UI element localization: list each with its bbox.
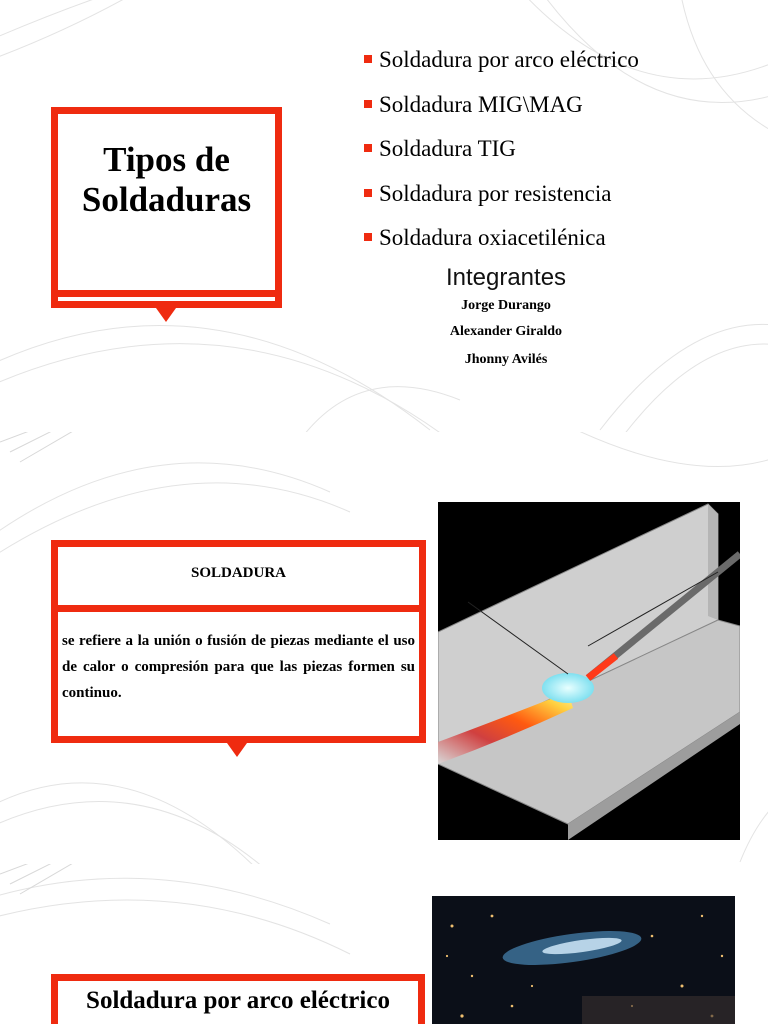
bullet-square-icon: [364, 55, 372, 63]
integrantes-heading: Integrantes: [445, 264, 567, 291]
title-card-inner: [58, 114, 275, 297]
definition-card-header: [58, 547, 419, 612]
member-name: Jhonny Avilés: [464, 352, 548, 367]
bullet-square-icon: [364, 144, 372, 152]
list-item: Soldadura por resistencia: [364, 180, 639, 225]
slide-arco-electrico: [0, 864, 768, 1024]
list-item: Soldadura TIG: [364, 135, 639, 180]
definition-card: [51, 540, 426, 743]
slide-tipos-de-soldaduras: [0, 0, 768, 432]
member-name: Alexander Giraldo: [449, 324, 563, 339]
welding-types-list: [364, 46, 639, 269]
bullet-square-icon: [364, 189, 372, 197]
slide-title: Tipos de Soldaduras: [81, 140, 252, 219]
title-card: [51, 107, 282, 308]
list-item: Soldadura por arco eléctrico: [364, 46, 639, 91]
definition-card-pointer: [227, 743, 247, 757]
definition-text: se refiere a la unión o fusión de piezas mediante el uso de calor o compresión para que las piezas formen su continuo.: [62, 633, 415, 701]
arc-welding-sparks-photo: [432, 896, 735, 1024]
slide-soldadura-definition: [0, 432, 768, 864]
title-card-pointer: [156, 308, 176, 322]
bullet-square-icon: [364, 233, 372, 241]
definition-title: SOLDADURA: [190, 565, 286, 581]
list-item: Soldadura MIG\MAG: [364, 91, 639, 136]
bullet-square-icon: [364, 100, 372, 108]
arc-welding-title: Soldadura por arco eléctrico: [86, 987, 390, 1014]
weld-bead-illustration: [438, 502, 740, 840]
list-item: Soldadura oxiacetilénica: [364, 224, 639, 269]
member-name: Jorge Durango: [461, 298, 551, 313]
arc-welding-card: [51, 974, 425, 1024]
